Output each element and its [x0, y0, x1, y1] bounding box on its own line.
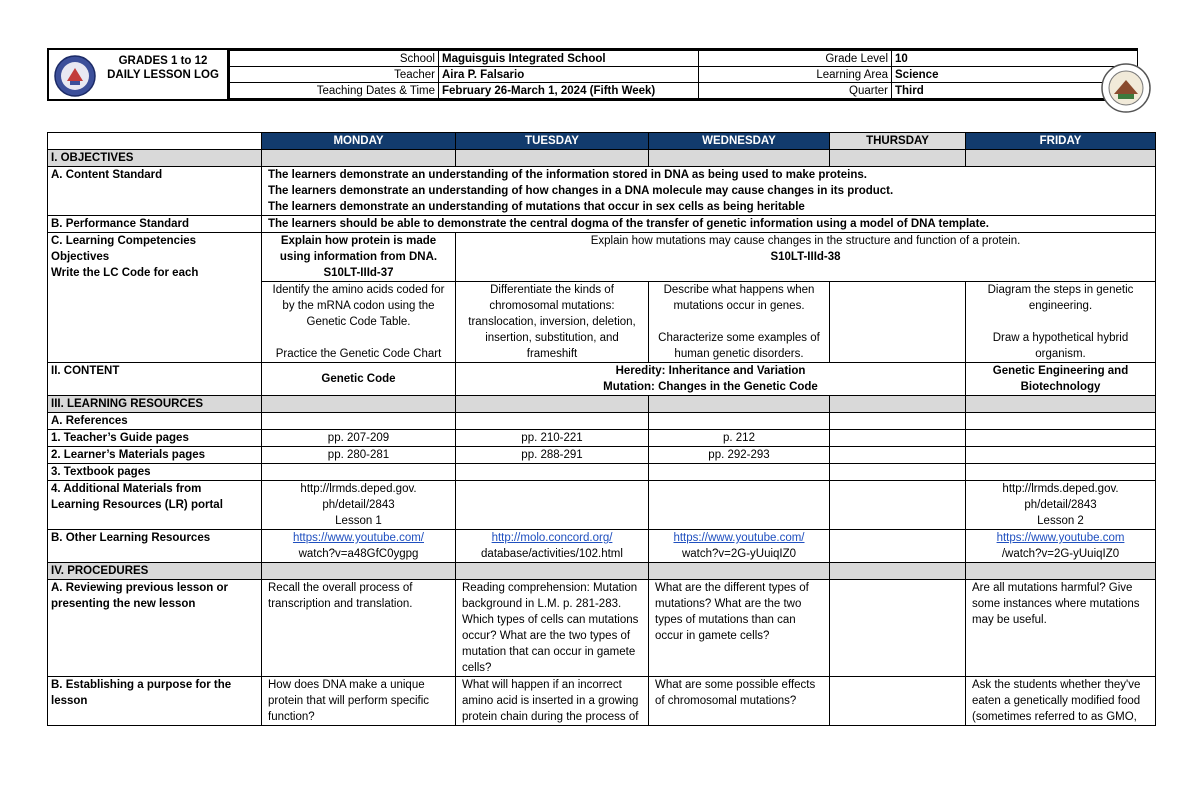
- lc-rest-code: S10LT-IIId-38: [770, 251, 841, 263]
- proc-a-fri-line: may be useful.: [972, 614, 1047, 626]
- lc-label-3: Write the LC Code for each: [51, 267, 199, 279]
- proc-b-fri-line: eaten a genetically modified food: [972, 695, 1141, 707]
- row-label: B. Other Learning Resources: [48, 530, 262, 563]
- teacher-value: Aira P. Falsario: [439, 67, 699, 83]
- row-label: A. Content Standard: [48, 167, 262, 216]
- row-other-resources: [48, 530, 1156, 563]
- learning-area-value: Science: [892, 67, 1138, 83]
- corner-cell: [48, 133, 262, 150]
- tg-tuesday: pp. 210-221: [456, 430, 649, 447]
- proc-b-wed-line: of chromosomal mutations?: [655, 695, 797, 707]
- obj-wed-1: Describe what happens when: [663, 284, 815, 296]
- proc-b-label-1: B. Establishing a purpose for the: [51, 679, 232, 691]
- tg-thursday: [830, 430, 966, 447]
- grade-level-label: Grade Level: [699, 51, 892, 67]
- obj-mon-1: Identify the amino acids coded for: [272, 284, 445, 296]
- proc-a-tue-line: background in L.M. p. 281-283.: [462, 598, 622, 610]
- content-standard-3: The learners demonstrate an understanding of mutations that occur in sex cells as being heritable: [268, 201, 805, 213]
- day-friday: FRIDAY: [966, 133, 1156, 150]
- section-title: IV. PROCEDURES: [48, 563, 262, 580]
- row-learning-competencies: [48, 233, 1156, 282]
- performance-standard: The learners should be able to demonstrate the central dogma of the transfer of genetic information using a model of DNA template.: [262, 216, 1156, 233]
- teaching-dates-label: Teaching Dates & Time: [230, 83, 439, 99]
- proc-b-fri-line: (sometimes referred to as GMO,: [972, 711, 1137, 723]
- obj-wed-2: mutations occur in genes.: [673, 300, 805, 312]
- lm-monday: pp. 280-281: [262, 447, 456, 464]
- obj-tue-5: frameshift: [526, 348, 578, 360]
- title-line-1: GRADES 1 to 12: [118, 55, 208, 67]
- proc-b-label-2: lesson: [51, 695, 88, 707]
- proc-b-tue-line: protein chain during the process of: [462, 711, 639, 723]
- other-fri-link[interactable]: https://www.youtube.com: [996, 532, 1125, 544]
- other-tue-link-2[interactable]: database/activities/102.html: [481, 548, 623, 560]
- obj-tue-3: translocation, inversion, deletion,: [468, 316, 636, 328]
- lc-rest-1: Explain how mutations may cause changes in the structure and function of a protein.: [590, 235, 1021, 247]
- lesson-table: [47, 132, 1156, 726]
- obj-mon-3: Genetic Code Table.: [306, 316, 411, 328]
- lm-friday: [966, 447, 1156, 464]
- content-mid-2: Mutation: Changes in the Genetic Code: [603, 381, 818, 393]
- school-seal-icon: [1100, 62, 1152, 114]
- day-thursday: THURSDAY: [830, 133, 966, 150]
- row-label: 2. Learner’s Materials pages: [48, 447, 262, 464]
- lm-tuesday: pp. 288-291: [456, 447, 649, 464]
- proc-a-label-1: A. Reviewing previous lesson or: [51, 582, 229, 594]
- grade-level-value: 10: [892, 51, 1138, 67]
- lc-monday-code: S10LT-IIId-37: [323, 267, 394, 279]
- row-references: [48, 413, 1156, 430]
- obj-mon-4: Practice the Genetic Code Chart: [275, 348, 442, 360]
- proc-a-mon-line: transcription and translation.: [268, 598, 413, 610]
- lc-monday-2: using information from DNA.: [279, 251, 438, 263]
- other-mon-link[interactable]: https://www.youtube.com/: [292, 532, 425, 544]
- proc-a-mon-line: Recall the overall process of: [268, 582, 413, 594]
- proc-a-wed-line: occur in gamete cells?: [655, 630, 770, 642]
- proc-b-mon-line: protein that will perform specific: [268, 695, 430, 707]
- proc-a-wed-line: mutations? What are the two: [655, 598, 802, 610]
- day-monday: MONDAY: [262, 133, 456, 150]
- am-fri-link-2[interactable]: ph/detail/2843: [1024, 499, 1097, 511]
- lesson-log-header: [47, 48, 1155, 103]
- tg-friday: [966, 430, 1156, 447]
- proc-a-tue-line: Which types of cells can mutations: [462, 614, 639, 626]
- day-wednesday: WEDNESDAY: [649, 133, 830, 150]
- content-fri-2: Biotechnology: [1020, 381, 1101, 393]
- content-monday: Genetic Code: [262, 363, 456, 396]
- obj-tue-4: insertion, substitution, and: [485, 332, 619, 344]
- school-label: School: [230, 51, 439, 67]
- am-mon-link-2[interactable]: ph/detail/2843: [322, 499, 395, 511]
- lm-thursday: [830, 447, 966, 464]
- am-mon-lesson: Lesson 1: [335, 515, 382, 527]
- am-label-1: 4. Additional Materials from: [51, 483, 202, 495]
- row-label: II. CONTENT: [48, 363, 262, 396]
- proc-a-fri-line: Are all mutations harmful? Give: [972, 582, 1133, 594]
- proc-a-tue-line: occur? What are the two types of: [462, 630, 631, 642]
- day-tuesday: TUESDAY: [456, 133, 649, 150]
- obj-mon-2: by the mRNA codon using the: [282, 300, 435, 312]
- proc-b-mon-line: function?: [268, 711, 315, 723]
- section-objectives: [48, 150, 1156, 167]
- row-learners-materials: [48, 447, 1156, 464]
- quarter-label: Quarter: [699, 83, 892, 99]
- proc-a-wed-line: What are the different types of: [655, 582, 809, 594]
- content-fri-1: Genetic Engineering and: [992, 365, 1129, 377]
- proc-b-fri-line: Ask the students whether they've: [972, 679, 1141, 691]
- proc-b-tue-line: What will happen if an incorrect: [462, 679, 622, 691]
- other-fri-link-2[interactable]: /watch?v=2G-yUuiqIZ0: [1001, 548, 1120, 560]
- proc-a-tue-line: Reading comprehension: Mutation: [462, 582, 638, 594]
- content-standard-1: The learners demonstrate an understanding of the information stored in DNA as being used to make proteins.: [268, 169, 867, 181]
- obj-fri-2: engineering.: [1028, 300, 1093, 312]
- other-wed-link[interactable]: https://www.youtube.com/: [673, 532, 805, 544]
- obj-fri-4: organism.: [1035, 348, 1086, 360]
- obj-fri-3: Draw a hypothetical hybrid: [992, 332, 1129, 344]
- obj-wed-3: Characterize some examples of: [658, 332, 820, 344]
- row-label: A. References: [48, 413, 262, 430]
- row-procedure-a: [48, 580, 1156, 677]
- am-fri-lesson: Lesson 2: [1037, 515, 1084, 527]
- section-procedures: [48, 563, 1156, 580]
- proc-b-wed-line: What are some possible effects: [655, 679, 816, 691]
- row-label: 3. Textbook pages: [48, 464, 262, 481]
- row-performance-standard: [48, 216, 1156, 233]
- proc-a-tue-line: cells?: [462, 662, 492, 674]
- obj-fri-1: Diagram the steps in genetic: [987, 284, 1134, 296]
- tg-wednesday: p. 212: [649, 430, 830, 447]
- learning-area-label: Learning Area: [699, 67, 892, 83]
- section-resources: [48, 396, 1156, 413]
- teaching-dates-value: February 26-March 1, 2024 (Fifth Week): [439, 83, 699, 99]
- row-teachers-guide: [48, 430, 1156, 447]
- row-content-standard: [48, 167, 1156, 216]
- obj-tue-1: Differentiate the kinds of: [490, 284, 614, 296]
- lc-monday-1: Explain how protein is made: [280, 235, 437, 247]
- deped-seal-icon: [53, 54, 97, 98]
- row-procedure-b: [48, 677, 1156, 726]
- section-title: III. LEARNING RESOURCES: [48, 396, 262, 413]
- row-label: 1. Teacher’s Guide pages: [48, 430, 262, 447]
- proc-a-wed-line: types of mutations than can: [655, 614, 796, 626]
- teacher-label: Teacher: [230, 67, 439, 83]
- row-label: B. Performance Standard: [48, 216, 262, 233]
- section-title: I. OBJECTIVES: [48, 150, 262, 167]
- obj-tue-2: chromosomal mutations:: [489, 300, 615, 312]
- obj-wed-4: human genetic disorders.: [674, 348, 804, 360]
- lm-wednesday: pp. 292-293: [649, 447, 830, 464]
- row-additional-materials: [48, 481, 1156, 530]
- title-line-2: DAILY LESSON LOG: [107, 69, 219, 81]
- content-mid-1: Heredity: Inheritance and Variation: [615, 365, 806, 377]
- proc-b-mon-line: How does DNA make a unique: [268, 679, 425, 691]
- day-header-row: [48, 133, 1156, 150]
- proc-a-fri-line: some instances where mutations: [972, 598, 1140, 610]
- lc-label-1: C. Learning Competencies: [51, 235, 197, 247]
- title-box: [47, 48, 229, 101]
- other-tue-link[interactable]: http://molo.concord.org/: [491, 532, 613, 544]
- proc-a-tue-line: mutation that can occur in gamete: [462, 646, 636, 658]
- am-label-2: Learning Resources (LR) portal: [51, 499, 223, 511]
- row-content: [48, 363, 1156, 396]
- other-mon-link-2[interactable]: watch?v=a48GfC0ygpg: [298, 548, 419, 560]
- am-mon-link-1[interactable]: http://lrmds.deped.gov.: [300, 483, 417, 495]
- school-value: Maguisguis Integrated School: [439, 51, 699, 67]
- row-textbook: [48, 464, 1156, 481]
- proc-a-label-2: presenting the new lesson: [51, 598, 196, 610]
- proc-b-tue-line: amino acid is inserted in a growing: [462, 695, 639, 707]
- am-fri-link-1[interactable]: http://lrmds.deped.gov.: [1002, 483, 1119, 495]
- tg-monday: pp. 207-209: [262, 430, 456, 447]
- other-wed-link-2[interactable]: watch?v=2G-yUuiqIZ0: [681, 548, 797, 560]
- lc-label-2: Objectives: [51, 251, 110, 263]
- content-standard-2: The learners demonstrate an understanding of how changes in a DNA molecule may cause changes in its product.: [268, 185, 894, 197]
- quarter-value: Third: [892, 83, 1138, 99]
